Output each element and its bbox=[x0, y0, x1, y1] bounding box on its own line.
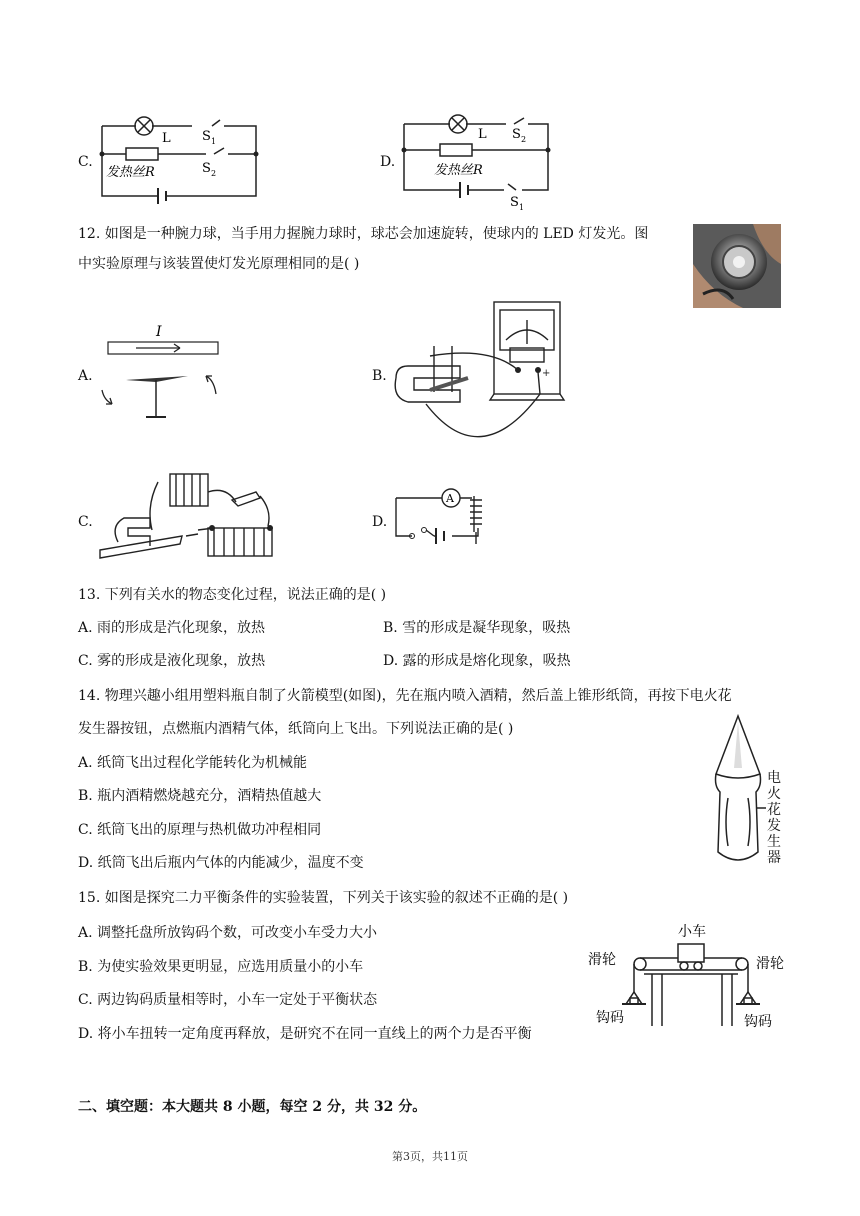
lamp-label: L bbox=[478, 127, 487, 142]
option-b-label: B. bbox=[372, 368, 387, 384]
q13-option-a: A. 雨的形成是汽化现象，放热 bbox=[78, 620, 266, 636]
q12-stem-line2: 中实验原理与该装置使灯发光原理相同的是( ) bbox=[78, 256, 360, 272]
q14-option-a: A. 纸筒飞出过程化学能转化为机械能 bbox=[78, 755, 308, 771]
q14-stem-line1: 14. 物理兴趣小组用塑料瓶自制了火箭模型(如图)，先在瓶内喷入酒精，然后盖上锥形纸筒，再按下电火花 bbox=[78, 688, 732, 704]
q14-stem-line2: 发生器按钮，点燃瓶内酒精气体，纸筒向上飞出。下列说法正确的是( ) bbox=[78, 721, 514, 737]
q13-option-b: B. 雪的形成是凝华现象，吸热 bbox=[383, 620, 571, 636]
motor-experiment-diagram bbox=[96, 466, 286, 570]
q14-option-c: C. 纸筒飞出的原理与热机做功冲程相同 bbox=[78, 822, 322, 838]
weight-right-label: 钩码 bbox=[744, 1014, 772, 1030]
option-c-label: C. bbox=[78, 154, 93, 170]
heater-label: 发热丝R bbox=[106, 165, 155, 180]
q14-option-b: B. 瓶内酒精燃烧越充分，酒精热值越大 bbox=[78, 788, 322, 804]
induction-galvanometer-diagram bbox=[390, 296, 570, 454]
page-number: 第3页，共11页 bbox=[392, 1150, 468, 1163]
switch-s1-label: S bbox=[510, 195, 519, 210]
q13-option-c: C. 雾的形成是液化现象，放热 bbox=[78, 653, 266, 669]
q15-option-c: C. 两边钩码质量相等时，小车一定处于平衡状态 bbox=[78, 992, 378, 1008]
heater-label: 发热丝R bbox=[434, 163, 483, 178]
cart-label: 小车 bbox=[678, 924, 706, 940]
q15-option-b: B. 为使实验效果更明显，应选用质量小的小车 bbox=[78, 959, 364, 975]
oersted-experiment-diagram bbox=[96, 318, 236, 428]
switch-s2-sub: 2 bbox=[521, 135, 527, 144]
switch-s1-sub: 1 bbox=[519, 203, 525, 210]
two-force-balance-diagram bbox=[586, 918, 792, 1030]
q14-option-d: D. 纸筒飞出后瓶内气体的内能减少，温度不变 bbox=[78, 855, 364, 871]
option-d-label: D. bbox=[380, 154, 396, 170]
ammeter-label: A bbox=[446, 492, 454, 505]
current-label: I bbox=[156, 324, 162, 340]
lamp-label: L bbox=[162, 131, 171, 146]
circuit-diagram-c bbox=[96, 110, 266, 206]
option-d-label: D. bbox=[372, 514, 388, 530]
option-a-label: A. bbox=[78, 368, 93, 384]
q13-stem: 13. 下列有关水的物态变化过程，说法正确的是( ) bbox=[78, 587, 387, 603]
q15-option-d: D. 将小车扭转一定角度再释放，是研究不在同一直线上的两个力是否平衡 bbox=[78, 1026, 532, 1042]
pulley-right-label: 滑轮 bbox=[756, 956, 784, 972]
wrist-ball-photo bbox=[693, 224, 781, 308]
pulley-left-label: 滑轮 bbox=[588, 952, 616, 968]
electromagnet-ammeter-diagram bbox=[392, 484, 500, 554]
circuit-diagram-d bbox=[398, 106, 558, 210]
option-c-label: C. bbox=[78, 514, 93, 530]
q12-stem-line1: 12. 如图是一种腕力球，当手用力握腕力球时，球芯会加速旋转，使球内的 LED 灯发光。图 bbox=[78, 226, 649, 242]
q15-option-a: A. 调整托盘所放钩码个数，可改变小车受力大小 bbox=[78, 925, 378, 941]
spark-generator-label: 电 火 花 发 生 器 bbox=[767, 770, 781, 866]
weight-left-label: 钩码 bbox=[596, 1010, 624, 1026]
switch-s1-sub: 1 bbox=[211, 137, 217, 146]
switch-s2-label: S bbox=[512, 127, 521, 142]
q13-option-d: D. 露的形成是熔化现象，吸热 bbox=[383, 653, 571, 669]
switch-s1-label: S bbox=[202, 129, 211, 144]
switch-s2-sub: 2 bbox=[211, 169, 217, 178]
switch-s2-label: S bbox=[202, 161, 211, 176]
q15-stem: 15. 如图是探究二力平衡条件的实验装置，下列关于该实验的叙述不正确的是( ) bbox=[78, 890, 569, 906]
section-heading: 二、填空题：本大题共 8 小题，每空 2 分，共 32 分。 bbox=[78, 1099, 427, 1115]
svg-text:+: + bbox=[542, 368, 551, 379]
